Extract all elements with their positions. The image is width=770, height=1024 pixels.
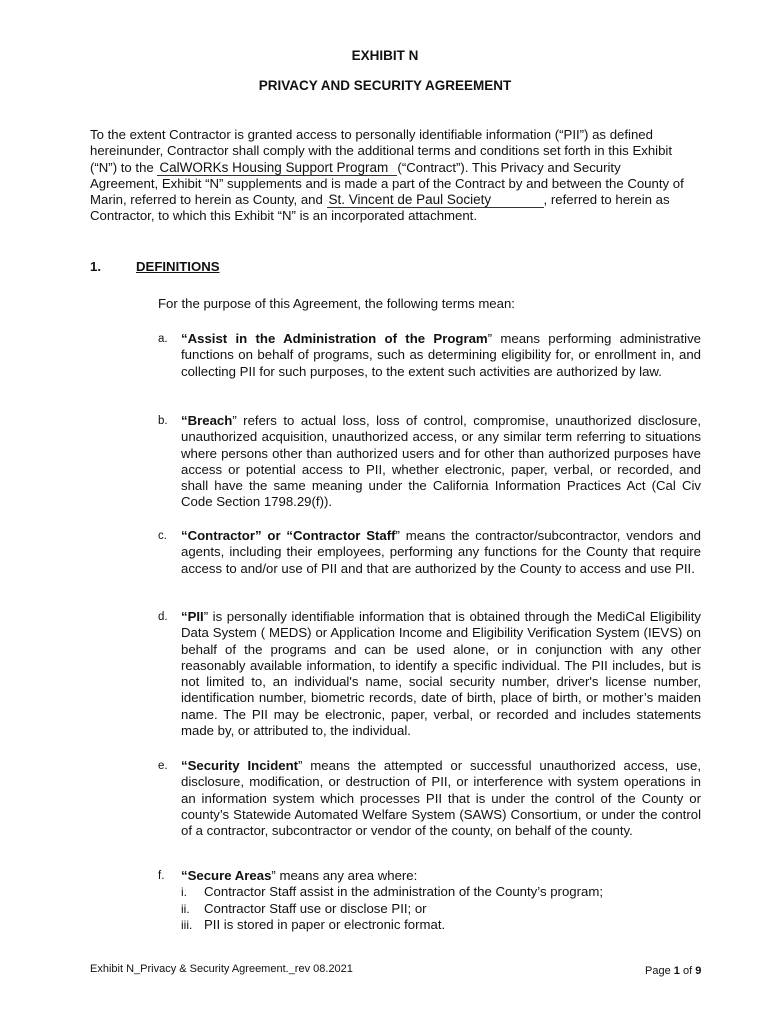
section-number: 1. xyxy=(90,259,101,274)
definition-term: “Assist in the Administration of the Program xyxy=(181,331,488,346)
definition-term: “PII xyxy=(181,609,204,624)
definition-item xyxy=(158,758,701,839)
definition-text: ” means any area where: xyxy=(271,868,418,883)
sub-item-text: Contractor Staff assist in the administration of the County’s program; xyxy=(204,884,603,900)
sub-item-text: Contractor Staff use or disclose PII; or xyxy=(204,900,427,916)
sub-item-number: ii. xyxy=(181,901,190,916)
sub-item-number: i. xyxy=(181,885,187,900)
definition-text: ” means the contractor/subcontractor, vendors and agents, including their employees, performing any functions for the County that require access to and/or use of PII and that are authorized by the County to access and use PII. xyxy=(181,528,701,576)
item-letter: f. xyxy=(158,870,165,882)
intro-text-1: To the extent Contractor is granted access to personally identifiable information (“PII”) as defined hereinunder, Contractor shall comply with the additional terms and conditions set forth in this Exhibit (“N”) to the xyxy=(90,127,673,175)
sub-item-text: PII is stored in paper or electronic format. xyxy=(204,916,446,932)
page-of: of xyxy=(682,965,693,977)
definition-term: “Breach xyxy=(181,413,233,428)
definition-item xyxy=(158,413,701,511)
intro-text-2: (“Contract”). This Privacy and Security Agreement, Exhibit “N” supplements and is made a part of the Contract by and between the County of Marin, referred to herein as County, and xyxy=(90,159,684,208)
definition-text: ” means performing administrative functions on behalf of programs, such as determining eligibility for, or enrollment in, and collecting PII for such purposes, to the extent such activities are authorized by law. xyxy=(181,331,701,379)
page-title: PRIVACY AND SECURITY AGREEMENT xyxy=(258,78,512,93)
page-number xyxy=(645,963,701,979)
definition-item xyxy=(158,868,701,933)
exhibit-heading: EXHIBIT N xyxy=(351,48,419,63)
item-letter: b. xyxy=(158,415,168,427)
sub-item xyxy=(181,884,701,900)
page-total: 9 xyxy=(695,965,702,977)
intro-paragraph xyxy=(90,127,690,225)
definition-text: ” is personally identifiable information that is obtained through the MediCal Eligibility Data System ( MEDS) or Application Income and Eligibility Verification System (IEVS) on behalf of the programs and can be used alone, or in conjunction with any other reasonably available information, to identify a specific individual. The PII includes, but is not limited to, an individual's name, social security number, driver's license number, identification number, biometric records, date of birth, place of birth, or mother’s maiden name. The PII may be electronic, paper, verbal, or recorded and includes statements made by, or attributed to, the individual. xyxy=(181,609,701,739)
section-lead: For the purpose of this Agreement, the following terms mean: xyxy=(158,296,515,311)
item-letter: d. xyxy=(158,611,168,623)
sub-item-number: iii. xyxy=(181,917,193,932)
definition-item xyxy=(158,528,701,577)
page-word: Page xyxy=(645,965,671,977)
section-title: DEFINITIONS xyxy=(136,259,220,274)
sub-item xyxy=(181,917,701,933)
definition-term: “Contractor” or “Contractor Staff xyxy=(181,528,396,543)
item-letter: e. xyxy=(158,760,168,772)
item-letter: c. xyxy=(158,530,167,542)
footer-document-name: Exhibit N_Privacy & Security Agreement._rev 08.2021 xyxy=(90,963,353,975)
item-letter: a. xyxy=(158,333,168,345)
definition-item xyxy=(158,331,701,380)
definition-term: “Secure Areas xyxy=(181,868,272,883)
definition-term: “Security Incident xyxy=(181,758,299,773)
program-field[interactable]: CalWORKs Housing Support Program xyxy=(157,161,397,176)
intro-text-3: , referred to herein as Contractor, to which this Exhibit “N” is an incorporated attachment. xyxy=(90,192,670,224)
contractor-field[interactable]: St. Vincent de Paul Society xyxy=(327,193,544,208)
definition-text: ” refers to actual loss, loss of control, compromise, unauthorized disclosure, unauthorized acquisition, unauthorized access, or any similar term referring to situations where persons other than authorized users and for other than authorized purposes have access or potential access to PII, whether electronic, paper, verbal, or recorded, and shall have the same meaning under the California Information Practices Act (Cal Civ Code Section 1798.29(f)). xyxy=(181,413,701,510)
definition-item xyxy=(158,609,701,739)
definition-text: ” means the attempted or successful unauthorized access, use, disclosure, modification, or destruction of PII, or interference with system operations in an information system which processes PII that is under the control of the County or county’s Statewide Automated Welfare System (SAWS) Consortium, or under the control of a contractor, subcontractor or vendor of the county, on behalf of the county. xyxy=(181,758,701,839)
sub-item xyxy=(181,901,701,917)
page-current: 1 xyxy=(673,965,680,977)
